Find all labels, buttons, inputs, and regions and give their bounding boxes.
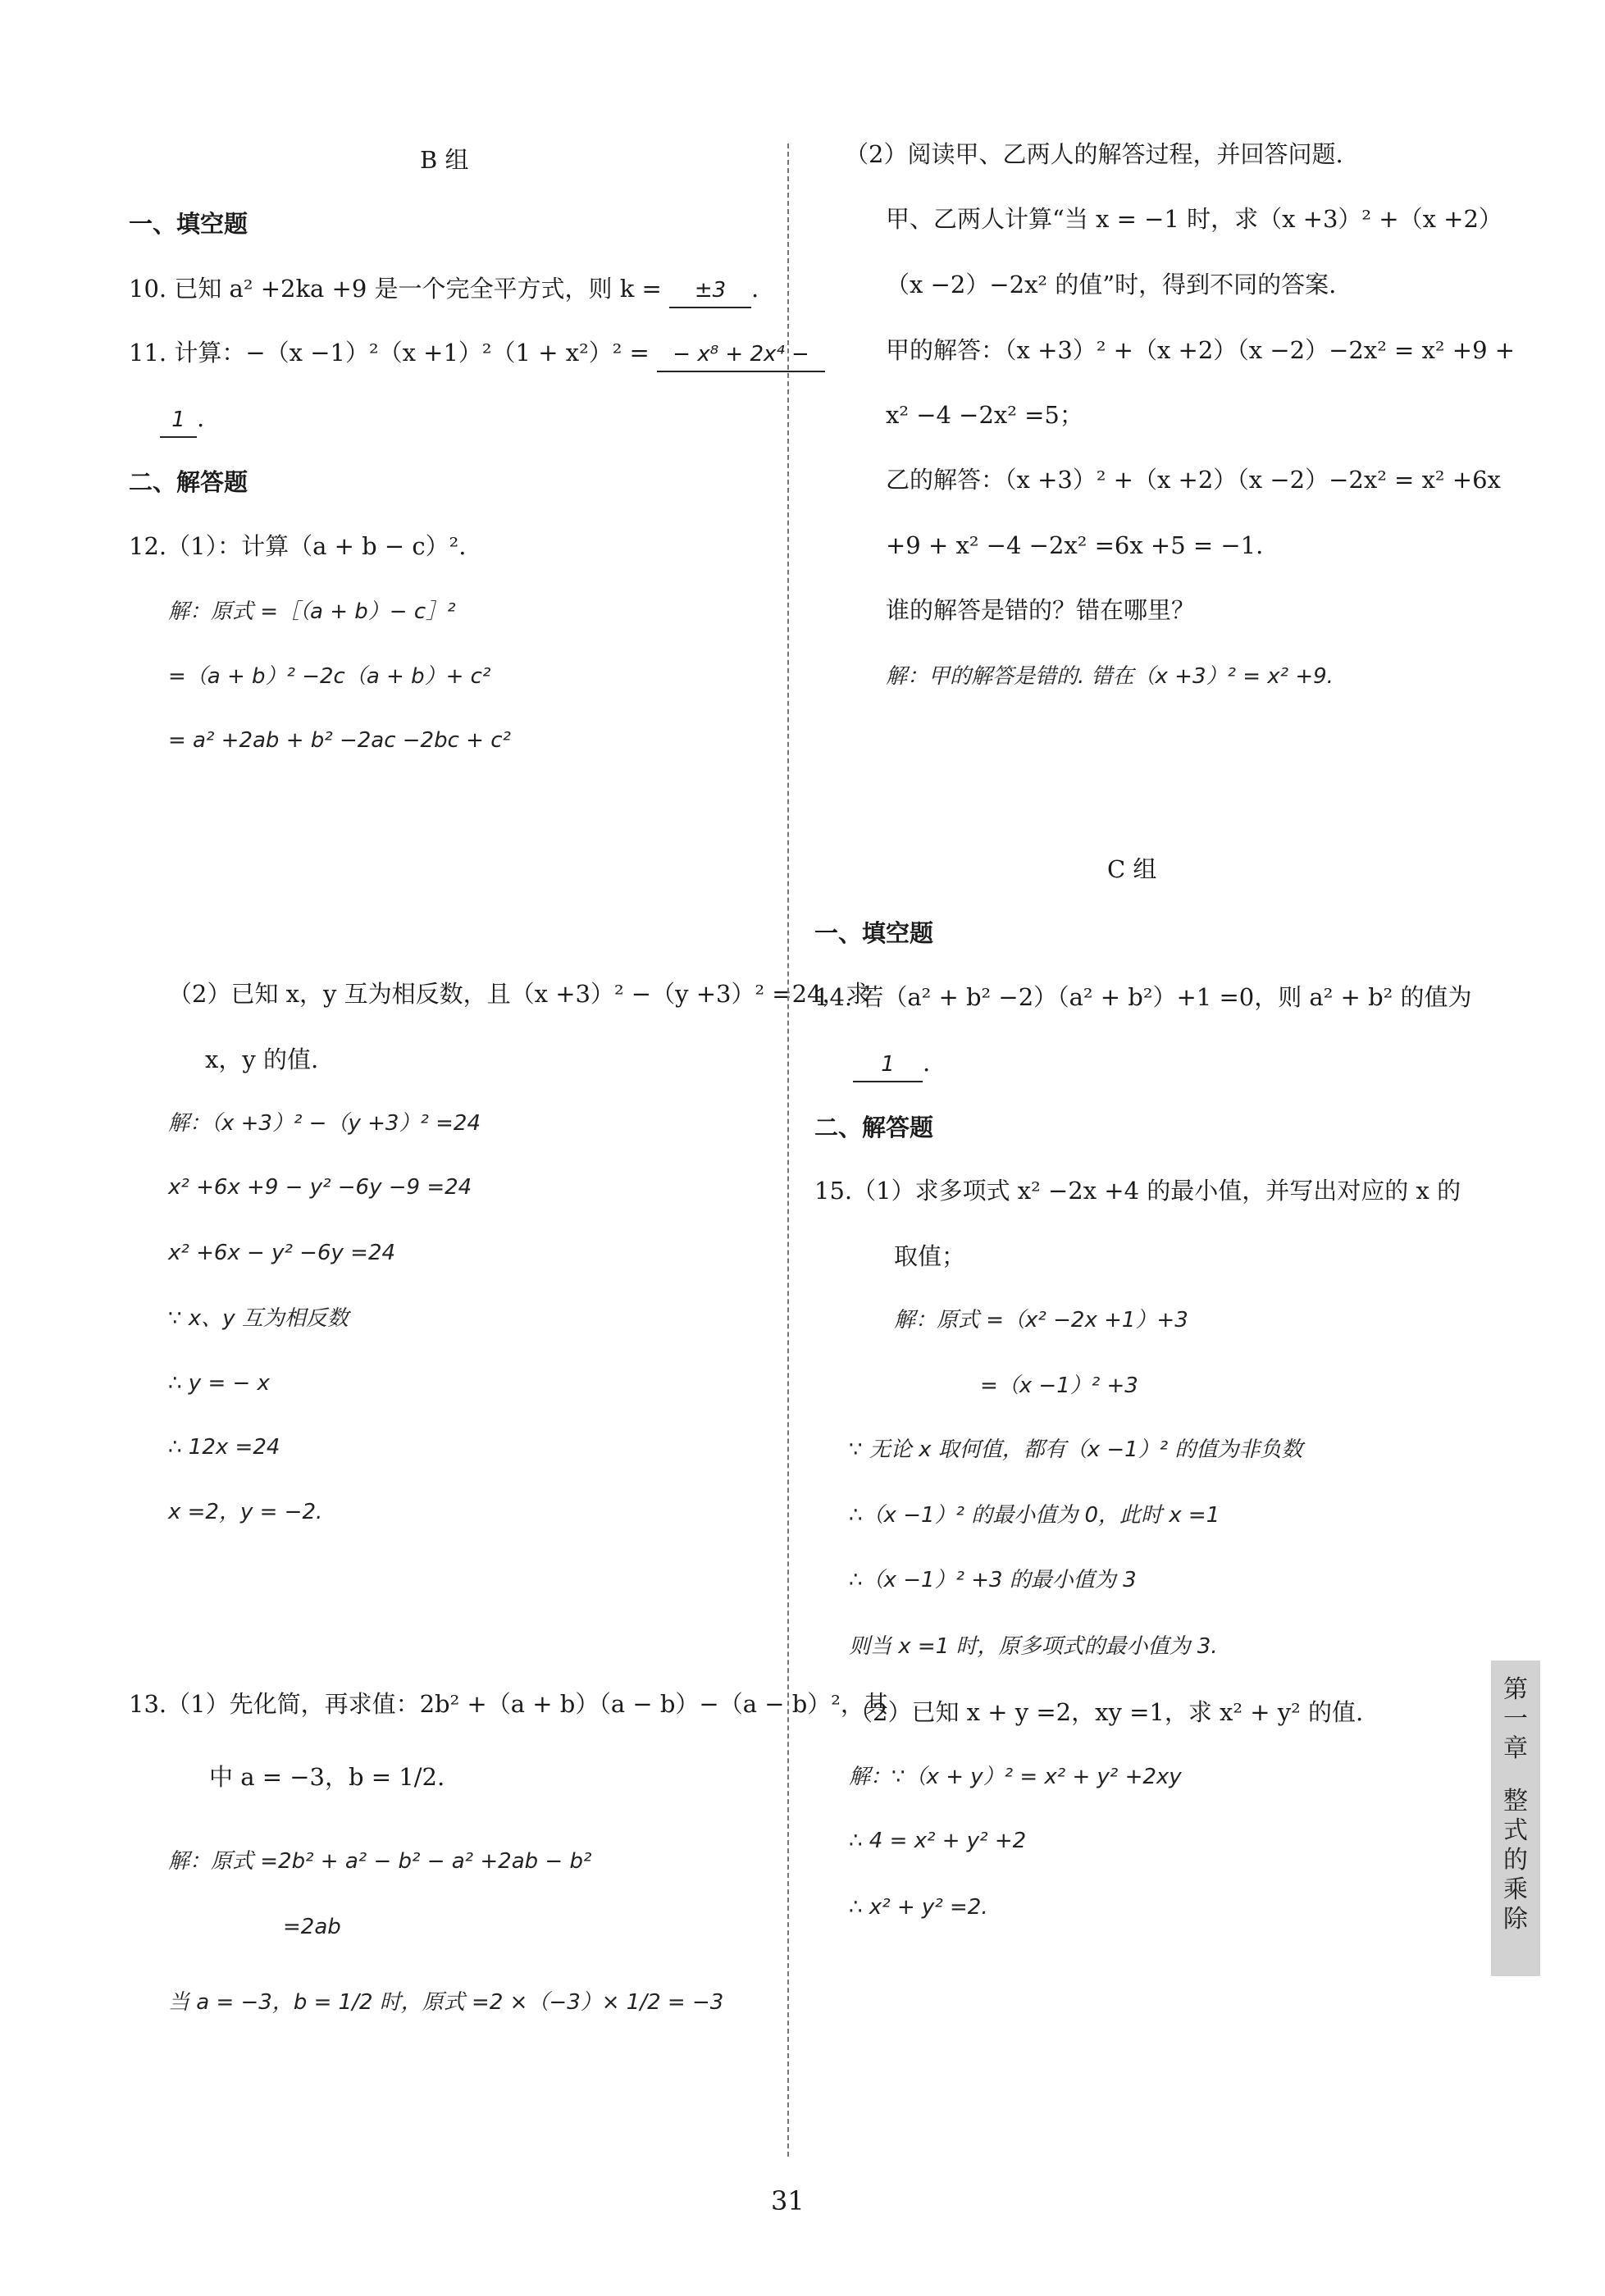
q12-2-solution-line: x² +6x +9 − y² −6y −9 =24 — [168, 1175, 472, 1200]
q15-1-solution-line: ∴（x −1）² 的最小值为 0，此时 x =1 — [849, 1503, 1220, 1528]
question-13-2-line: +9 + x² −4 −2x² =6x +5 = −1. — [886, 531, 1264, 559]
question-11-answer-cont: 1 — [160, 403, 197, 438]
question-13-2: （2）阅读甲、乙两人的解答过程，并回答问题. — [845, 140, 1343, 168]
question-11-text: 11. 计算：−（x −1）²（x +1）²（1 + x²）² = — [129, 339, 658, 367]
q12-2-solution-line: ∵ x、y 互为相反数 — [168, 1306, 349, 1331]
q15-1-solution-line: ∴（x −1）² +3 的最小值为 3 — [849, 1568, 1137, 1592]
question-15-2: （2）已知 x + y =2，xy =1，求 x² + y² 的值. — [849, 1698, 1364, 1726]
question-12-2: （2）已知 x，y 互为相反数，且（x +3）² −（y +3）² =24，求 — [168, 980, 870, 1008]
question-14: 14. 若（a² + b² −2）（a² + b²）+1 =0，则 a² + b² 的值为 — [814, 983, 1472, 1011]
chapter-side-tab — [1491, 1660, 1540, 1976]
question-11-cont — [160, 402, 204, 438]
q12-1-solution-line: =（a + b）² −2c（a + b）+ c² — [168, 664, 491, 689]
question-13-2-line: 甲、乙两人计算“当 x = −1 时，求（x +3）² +（x +2） — [886, 205, 1502, 233]
question-13-2-line: 乙的解答：（x +3）² +（x +2）（x −2）−2x² = x² +6x — [886, 466, 1501, 494]
question-13-2-line: 甲的解答：（x +3）² +（x +2）（x −2）−2x² = x² +9 + — [886, 336, 1516, 364]
q15-1-solution-line: =（x −1）² +3 — [980, 1374, 1138, 1398]
question-13-1-cont: 中 a = −3，b = 1/2. — [209, 1763, 445, 1791]
question-14-answer: 1 — [853, 1048, 923, 1082]
q12-2-solution-line: x =2，y = −2. — [168, 1500, 323, 1524]
q12-2-solution-line: ∴ 12x =24 — [168, 1435, 280, 1460]
column-divider — [787, 144, 789, 2157]
chapter-title-char: 除 — [1503, 1905, 1528, 1934]
question-13-1: 13.（1）先化简，再求值：2b² +（a + b）（a − b）−（a − b）²，其 — [129, 1690, 888, 1718]
question-13-2-line: x² −4 −2x² =5； — [886, 401, 1083, 429]
question-10 — [129, 272, 759, 308]
q15-1-solution-line: 解：原式 =（x² −2x +1）+3 — [894, 1308, 1188, 1332]
chapter-char: 一 — [1503, 1705, 1528, 1733]
question-15-1-cont: 取值； — [894, 1242, 966, 1270]
q13-1-solution-line: =2ab — [283, 1915, 341, 1939]
q15-1-solution-line: 则当 x =1 时，原多项式的最小值为 3. — [849, 1634, 1218, 1659]
question-10-text: 10. 已知 a² +2ka +9 是一个完全平方式，则 k = — [129, 275, 670, 303]
question-11-end: . — [197, 404, 205, 432]
question-10-answer: ±3 — [669, 274, 751, 308]
question-13-2-line: （x −2）−2x² 的值”时，得到不同的答案. — [886, 271, 1337, 298]
group-c-title: C 组 — [1107, 855, 1157, 883]
chapter-title-char: 式 — [1503, 1816, 1528, 1845]
solve-heading: 二、解答题 — [129, 468, 249, 496]
question-10-end: . — [751, 275, 759, 303]
fill-blank-heading: 一、填空题 — [814, 919, 934, 947]
question-15-1: 15.（1）求多项式 x² −2x +4 的最小值，并写出对应的 x 的 — [814, 1177, 1461, 1205]
q12-2-solution-line: 解：（x +3）² −（y +3）² =24 — [168, 1111, 481, 1136]
question-14-end: . — [923, 1049, 931, 1077]
page-number: 31 — [771, 2185, 805, 2216]
q13-2-solution-line: 解：甲的解答是错的. 错在（x +3）² = x² +9. — [886, 664, 1334, 689]
q15-2-solution-line: ∴ x² + y² =2. — [849, 1895, 988, 1920]
question-11 — [129, 336, 825, 372]
group-b-title: B 组 — [420, 146, 469, 174]
question-11-answer: − x⁸ + 2x⁴ − — [657, 338, 825, 372]
question-14-cont — [853, 1046, 930, 1082]
question-12-2-cont: x，y 的值. — [205, 1046, 319, 1073]
question-12-1: 12.（1）：计算（a + b − c）². — [129, 532, 467, 560]
q13-1-solution-line: 当 a = −3，b = 1/2 时，原式 =2 ×（−3）× 1/2 = −3 — [168, 1990, 724, 2015]
question-13-2-line: 谁的解答是错的？错在哪里？ — [886, 596, 1196, 624]
q15-2-solution-line: 解：∵（x + y）² = x² + y² +2xy — [849, 1765, 1182, 1789]
chapter-char: 章 — [1503, 1734, 1528, 1763]
solve-heading: 二、解答题 — [814, 1114, 934, 1141]
chapter-title-char: 整 — [1503, 1787, 1528, 1815]
q12-1-solution-line: 解：原式 =［（a + b）− c］² — [168, 599, 456, 624]
fill-blank-heading: 一、填空题 — [129, 210, 249, 238]
q15-2-solution-line: ∴ 4 = x² + y² +2 — [849, 1829, 1027, 1853]
q12-1-solution-line: = a² +2ab + b² −2ac −2bc + c² — [168, 728, 511, 753]
chapter-char: 第 — [1503, 1675, 1528, 1704]
q15-1-solution-line: ∵ 无论 x 取何值，都有（x −1）² 的值为非负数 — [849, 1437, 1303, 1462]
chapter-title-char: 的 — [1503, 1846, 1528, 1875]
q12-2-solution-line: ∴ y = − x — [168, 1371, 270, 1396]
q12-2-solution-line: x² +6x − y² −6y =24 — [168, 1241, 396, 1265]
q13-1-solution-line: 解：原式 =2b² + a² − b² − a² +2ab − b² — [168, 1849, 592, 1874]
chapter-title-char: 乘 — [1503, 1875, 1528, 1904]
